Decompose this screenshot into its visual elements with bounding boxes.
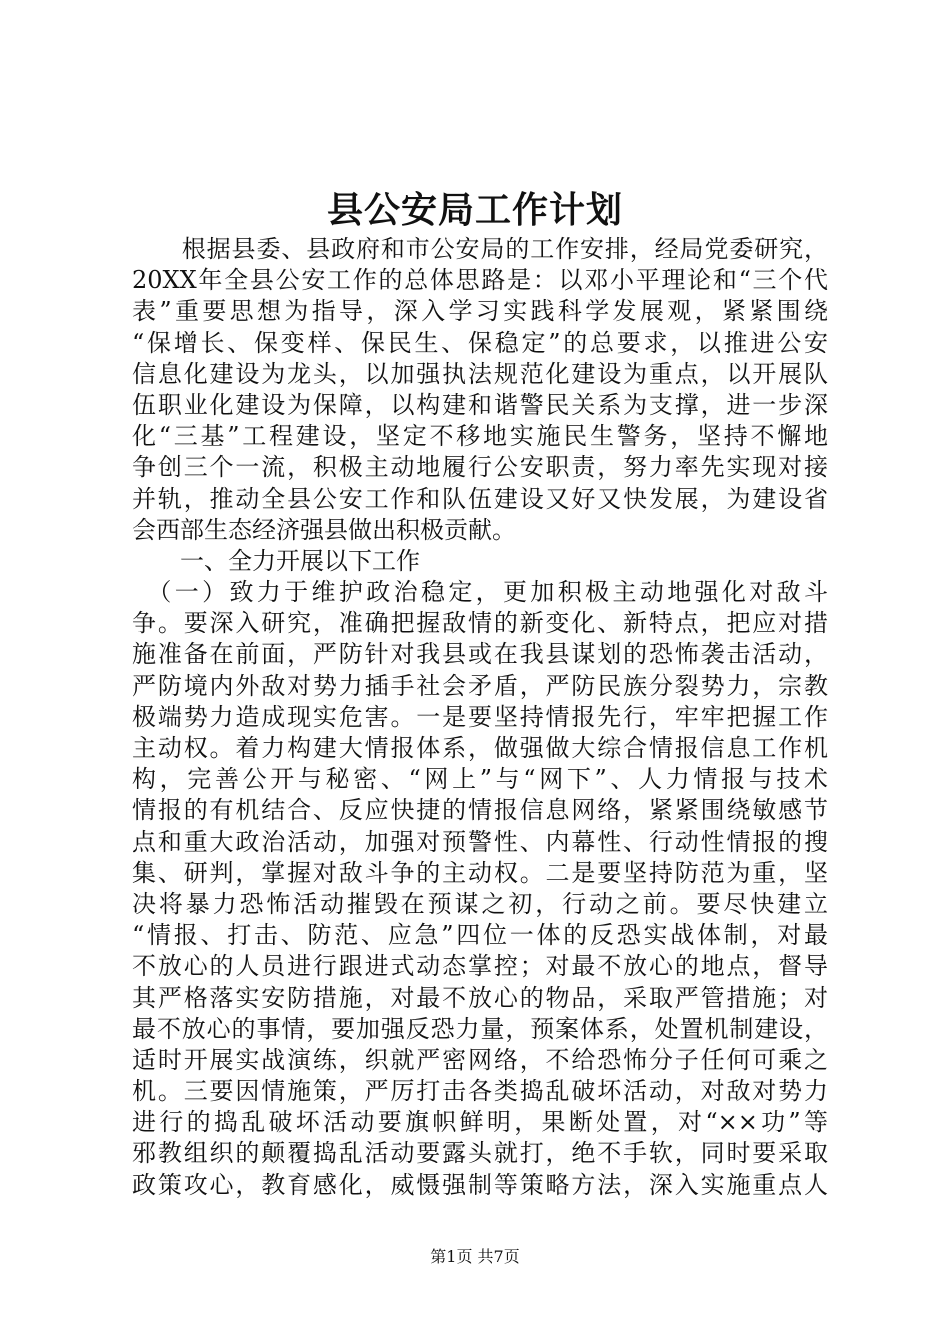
page-footer: 第1页 共7页 bbox=[430, 1247, 520, 1266]
body-line: “情报、打击、防范、应急”四位一体的反恐实战体制，对最 bbox=[132, 921, 828, 950]
body-line: 点和重大政治活动，加强对预警性、内幕性、行动性情报的搜 bbox=[132, 827, 828, 856]
document-title: 县公安局工作计划 bbox=[326, 189, 623, 231]
body-line: 其严格落实安防措施，对最不放心的物品，采取严管措施；对 bbox=[132, 983, 828, 1012]
body-line: “保增长、保变样、保民生、保稳定”的总要求，以推进公安 bbox=[132, 328, 828, 357]
body-line: 主动权。着力构建大情报体系，做强做大综合情报信息工作机 bbox=[132, 734, 828, 762]
body-line: 情报的有机结合、反应快捷的情报信息网络，紧紧围绕敏感节 bbox=[132, 796, 828, 825]
body-line: 构，完善公开与秘密、“网上”与“网下”、人力情报与技术 bbox=[132, 765, 828, 794]
body-line: 根据县委、县政府和市公安局的工作安排，经局党委研究， bbox=[132, 235, 828, 263]
document-body bbox=[132, 234, 828, 1201]
body-line: 争创三个一流，积极主动地履行公安职责，努力率先实现对接 bbox=[132, 453, 828, 482]
body-line: 不放心的人员进行跟进式动态掌控；对最不放心的地点，督导 bbox=[132, 952, 828, 981]
body-line: 会西部生态经济强县做出积极贡献。 bbox=[132, 515, 516, 544]
body-line: （一）致力于维护政治稳定，更加积极主动地强化对敌斗 bbox=[132, 578, 828, 607]
body-line: 20XX年全县公安工作的总体思路是：以邓小平理论和“三个代 bbox=[132, 266, 828, 295]
body-line: 极端势力造成现实危害。一是要坚持情报先行，牢牢把握工作 bbox=[132, 702, 828, 731]
body-line: 并轨，推动全县公安工作和队伍建设又好又快发展，为建设省 bbox=[132, 484, 828, 513]
body-line: 伍职业化建设为保障，以构建和谐警民关系为支撑，进一步深 bbox=[132, 390, 828, 419]
body-line: 集、研判，掌握对敌斗争的主动权。二是要坚持防范为重，坚 bbox=[132, 858, 828, 887]
body-line: 进行的捣乱破坏活动要旗帜鲜明，果断处置，对“××功”等 bbox=[132, 1108, 828, 1137]
body-line: 严防境内外敌对势力插手社会矛盾，严防民族分裂势力，宗教 bbox=[132, 671, 828, 700]
body-line: 政策攻心，教育感化，威慑强制等策略方法，深入实施重点人 bbox=[132, 1170, 828, 1199]
body-line: 争。要深入研究，准确把握敌情的新变化、新特点，把应对措 bbox=[132, 609, 828, 638]
body-line: 机。三要因情施策，严厉打击各类捣乱破坏活动，对敌对势力 bbox=[132, 1077, 828, 1106]
body-line: 决将暴力恐怖活动摧毁在预谋之初，行动之前。要尽快建立 bbox=[132, 889, 828, 918]
body-line: 施准备在前面，严防针对我县或在我县谋划的恐怖袭击活动， bbox=[132, 640, 828, 669]
body-line: 一、全力开展以下工作 bbox=[132, 546, 420, 575]
body-line: 信息化建设为龙头，以加强执法规范化建设为重点，以开展队 bbox=[132, 359, 828, 388]
body-line: 最不放心的事情，要加强反恐力量，预案体系，处置机制建设， bbox=[132, 1014, 828, 1043]
body-line: 适时开展实战演练，织就严密网络，不给恐怖分子任何可乘之 bbox=[132, 1045, 828, 1074]
body-line: 表”重要思想为指导，深入学习实践科学发展观，紧紧围绕 bbox=[132, 297, 828, 326]
body-line: 化“三基”工程建设，坚定不移地实施民生警务，坚持不懈地 bbox=[132, 422, 828, 451]
body-line: 邪教组织的颠覆捣乱活动要露头就打，绝不手软，同时要采取 bbox=[132, 1139, 828, 1168]
